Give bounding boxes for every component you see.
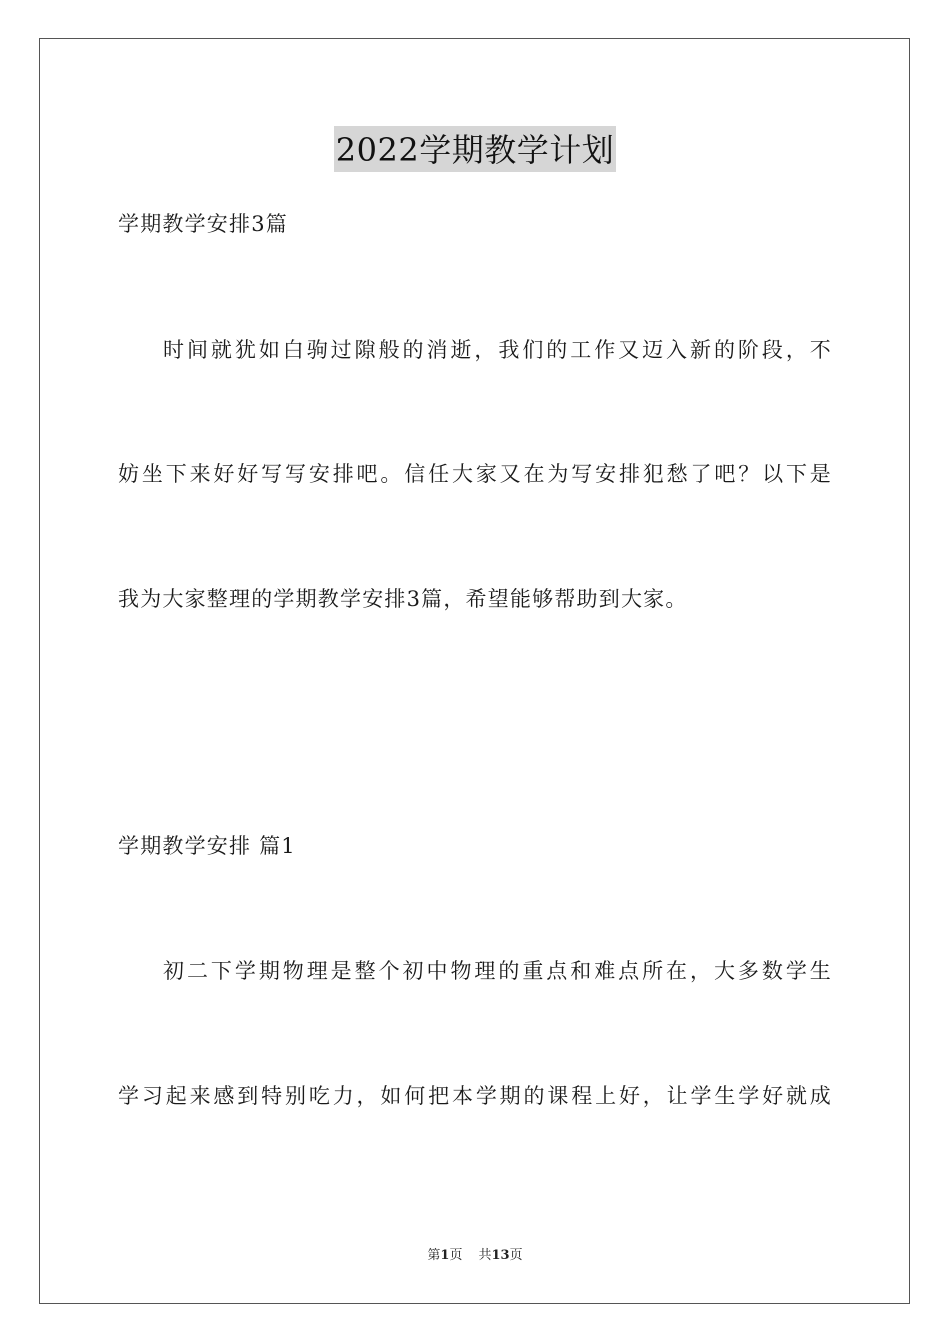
document-title-block <box>0 126 950 172</box>
intro-paragraph-line-2: 妨坐下来好好写写安排吧。信任大家又在为写安排犯愁了吧？以下是 <box>118 462 832 486</box>
page-footer <box>0 1247 950 1265</box>
intro-paragraph-line-1: 时间就犹如白驹过隙般的消逝，我们的工作又迈入新的阶段，不 <box>163 338 832 362</box>
footer-page-current: 1 <box>440 1248 450 1263</box>
footer-total-prefix: 共 <box>478 1248 492 1263</box>
footer-page-prefix: 第 <box>427 1248 441 1263</box>
section1-heading: 学期教学安排 篇1 <box>118 834 296 858</box>
document-title: 2022学期教学计划 <box>334 126 616 172</box>
intro-paragraph-line-3: 我为大家整理的学期教学安排3篇，希望能够帮助到大家。 <box>118 587 688 611</box>
section1-paragraph-line-1: 初二下学期物理是整个初中物理的重点和难点所在，大多数学生 <box>163 959 832 983</box>
footer-total-suffix: 页 <box>509 1248 523 1263</box>
footer-page-suffix: 页 <box>449 1248 463 1263</box>
section1-paragraph-line-2: 学习起来感到特别吃力，如何把本学期的课程上好，让学生学好就成 <box>118 1084 832 1108</box>
intro-heading: 学期教学安排3篇 <box>118 212 288 236</box>
footer-page-total: 13 <box>491 1248 510 1263</box>
